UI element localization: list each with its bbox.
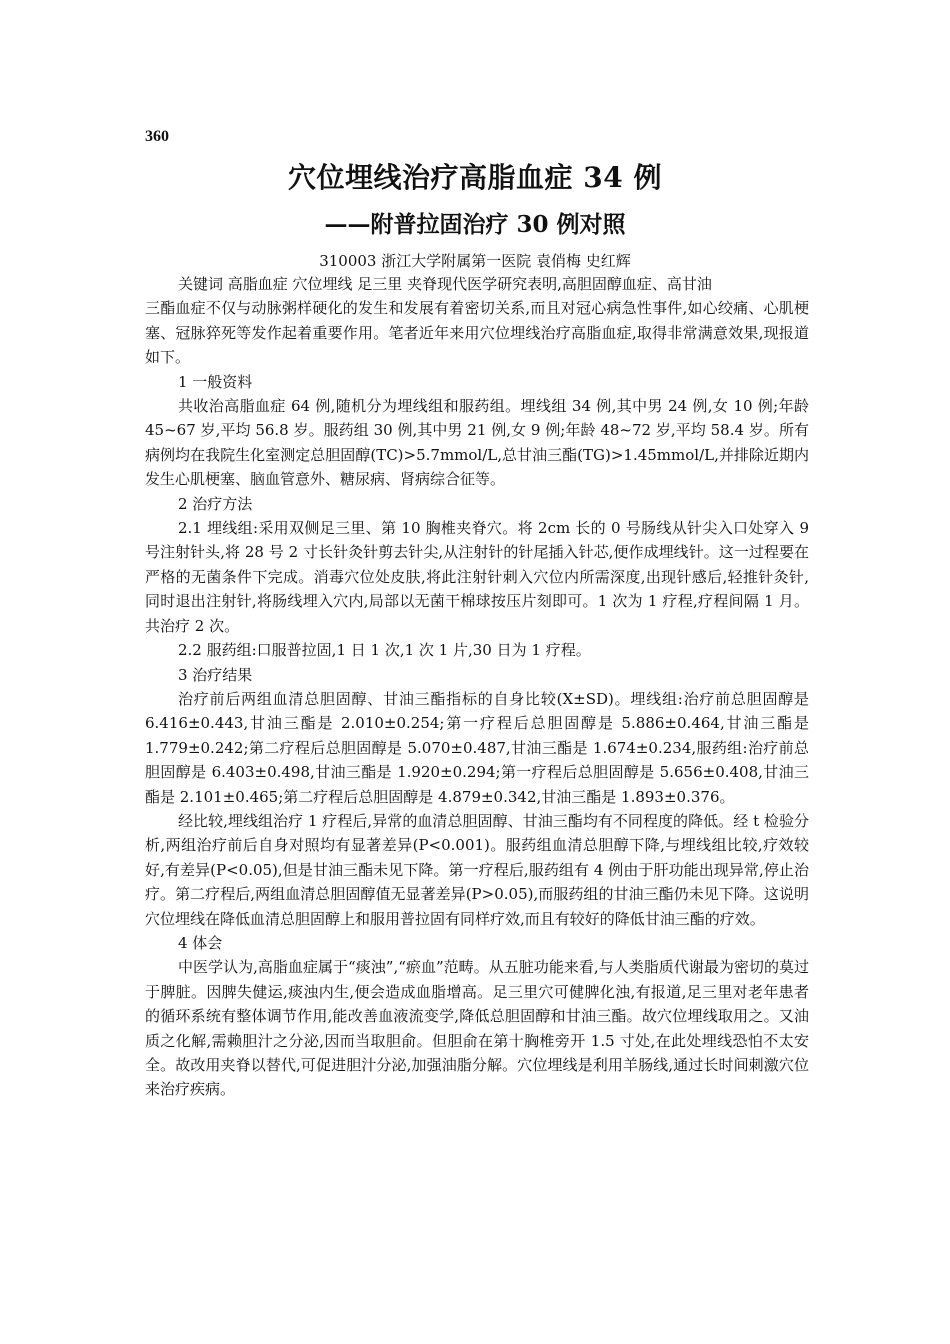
intro-paragraph: 三酯血症不仅与动脉粥样硬化的发生和发展有着密切关系,而且对冠心病急性事件,如心绞痛、心肌梗塞、冠脉猝死等发作起着重要作用。笔者近年来用穴位埋线治疗高脂血症,取得非常满意效果,现报道如下。 [145,299,809,367]
paragraph-results-comparison: 经比较,埋线组治疗 1 疗程后,异常的血清总胆固醇、甘油三酯均有不同程度的降低。经 t 检验分析,两组治疗前后自身对照均有显著差异(P<0.001)。服药组血清总胆醇下降,与埋线组比较,疗效较好,有差异(P<0.05),但是甘油三酯未见下降。第一疗程后,服药组有 4 例由于肝功能出现异常,停止治疗。第二疗程后,两组血清总胆固醇值无显著差异(P>0.05),而服药组的甘油三酯仍未见下降。这说明穴位埋线在降低血清总胆固醇上和服用普拉固有同样疗效,而且有较好的降低甘油三酯的疗效。 [145,811,809,928]
section-heading-4: 4 体会 [178,933,223,952]
keywords-line: 关键词 高脂血症 穴位埋线 足三里 夹脊现代医学研究表明,高胆固醇血症、高甘油 [178,275,712,293]
author-affiliation: 310003 浙江大学附属第一医院 袁俏梅 史红辉 [319,252,631,270]
section-heading-3: 3 治疗结果 [178,665,253,684]
paragraph-method-embedding: 2.1 埋线组:采用双侧足三里、第 10 胸椎夹脊穴。将 2cm 长的 0 号肠线从针尖入口处穿入 9 号注射针头,将 28 号 2 寸长针灸针剪去针尖,从注射针的针尾插入针芯,便作成埋线针。这一过程要在严格的无菌条件下完成。消毒穴位处皮肤,将此注射针刺入穴位内所需深度,出现针感后,轻推针灸针,同时退出注射针,将肠线埋入穴内,局部以无菌干棉球按压片刻即可。1 次为 1 疗程,疗程间隔 1 月。共治疗 2 次。 [145,519,809,635]
section-heading-2: 2 治疗方法 [178,494,253,513]
paragraph-method-drug: 2.2 服药组:口服普拉固,1 日 1 次,1 次 1 片,30 日为 1 疗程。 [178,641,591,660]
page-number: 360 [145,128,169,145]
article-subtitle: ——附普拉固治疗 30 例对照 [324,211,626,238]
paragraph-discussion: 中医学认为,高脂血症属于“痰浊”,“瘀血”范畴。从五脏功能来看,与人类脂质代谢最为密切的莫过于脾脏。因脾失健运,痰浊内生,便会造成血脂增高。足三里穴可健脾化浊,有报道,足三里对老年患者的循环系统有整体调节作用,能改善血液流变学,降低总胆固醇和甘油三酯。故穴位埋线取用之。又油质之化解,需赖胆汁之分泌,因而当取胆俞。但胆俞在第十胸椎旁开 1.5 寸处,在此处埋线恐怕不太安全。故改用夹脊以替代,可促进胆汁分泌,加强油脂分解。穴位埋线是利用羊肠线,通过长时间刺激穴位来治疗疾病。 [145,958,809,1099]
section-heading-1: 1 一般资料 [178,372,253,391]
paragraph-general-data: 共收治高脂血症 64 例,随机分为埋线组和服药组。埋线组 34 例,其中男 24 例,女 10 例;年龄 45~67 岁,平均 56.8 岁。服药组 30 例,其中男 21 例,女 9 例;年龄 48~72 岁,平均 58.4 岁。所有病例均在我院生化室测定总胆固醇(TC)>5.7mmol/L,总甘油三酯(TG)>1.45mmol/L,并排除近期内发生心肌梗塞、脑血管意外、糖尿病、肾病综合征等。 [145,397,809,489]
article-title: 穴位埋线治疗高脂血症 34 例 [288,161,662,194]
article-body [145,272,809,1102]
paragraph-results-values: 治疗前后两组血清总胆固醇、甘油三酯指标的自身比较(X±SD)。埋线组:治疗前总胆固醇是 6.416±0.443,甘油三酯是 2.010±0.254;第一疗程后总胆固醇是 5.886±0.464,甘油三酯是 1.779±0.242;第二疗程后总胆固醇是 5.070±0.487,甘油三酯是 1.674±0.234,服药组:治疗前总胆固醇是 6.403±0.498,甘油三酯是 1.920±0.294;第一疗程后总胆固醇是 5.656±0.408,甘油三酯是 2.101±0.465;第二疗程后总胆固醇是 4.879±0.342,甘油三酯是 1.893±0.376。 [145,689,809,806]
